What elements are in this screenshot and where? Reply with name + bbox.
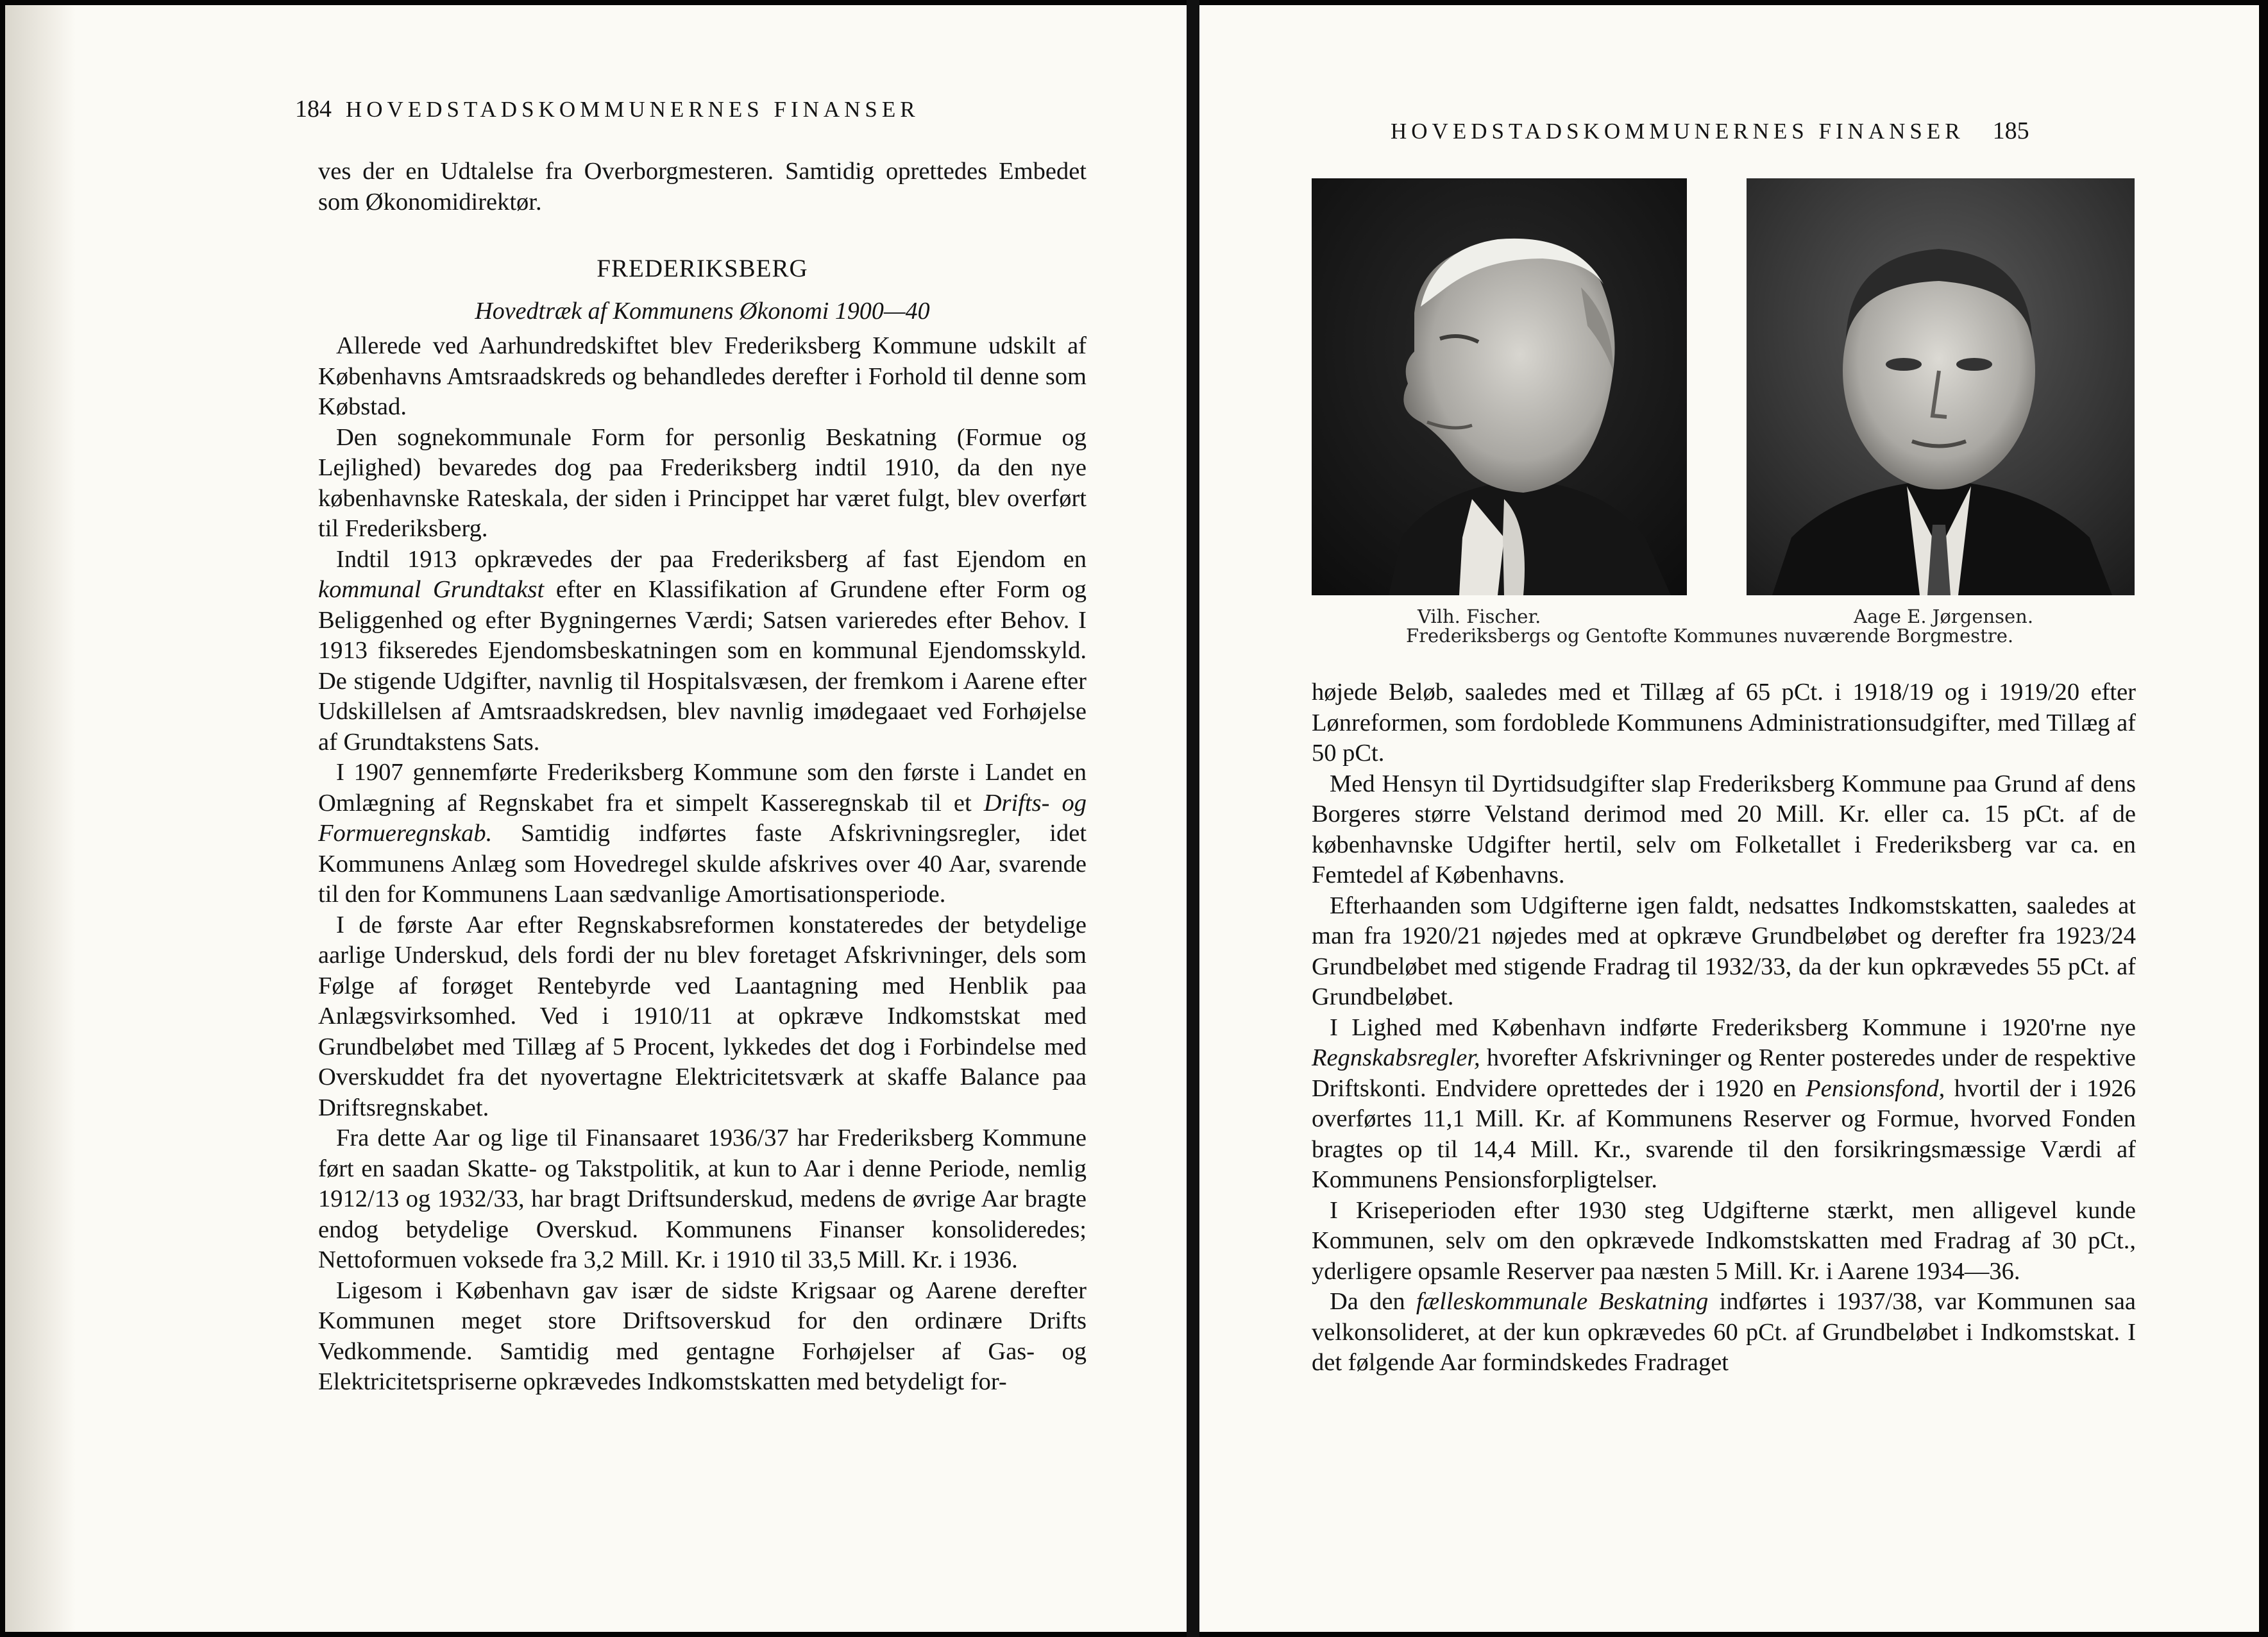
emphasis: Pensionsfond, [1806,1074,1945,1102]
book-gutter [1187,0,1199,1637]
left-page [5,5,1187,1632]
text-run: I Lighed med København indførte Frederiksberg Kommune i 1920'rne nye [1330,1014,2136,1041]
portrait-photo-left [1312,178,1687,595]
emphasis: fælleskommunale Beskatning [1416,1288,1709,1315]
emphasis: Drifts- og Formueregnskab. [318,789,1087,847]
text-run: efter en Klassifikation af Grundene efter Form og Beliggenhed og efter Bygningernes Værdi; Satsen varieredes efter Behov. I 1913 fikseredes Ejendomsbeskatningen som en kommunal Ejendomsskyld. De stigende Udgifter, navnlig til Hospitalsvæsen, der fremkom i Aarene efter Udskillelsen af Amtsraadskredsen, blev navnlig imødegaaet ved Forhøjelse af Grundtakstens Sats. [318,576,1087,756]
body-text-left [318,331,1087,1398]
paragraph [318,545,1087,758]
paragraph: Fra dette Aar og lige til Finansaaret 1936/37 har Frederiksberg Kommune ført en saadan Skatte- og Takstpolitik, at kun to Aar i denne Periode, nemlig 1912/13 og 1932/33, har bragt Driftsunderskud, medens de øvrige Aar bragte endog betydelige Overskud. Kommunens Finanser konsolideredes; Nettoformuen voksede fra 3,2 Mill. Kr. i 1910 til 33,5 Mill. Kr. i 1936. [318,1124,1087,1273]
emphasis: Regnskabsregler, [1312,1044,1480,1071]
paragraph: ves der en Udtalelse fra Overborgmesteren. Samtidig oprettedes Embedet som Økonomidirektør. [318,158,1087,216]
text-run: hvortil der i 1926 overførtes 11,1 Mill. Kr. af Kommunens Reserver og Formue, hvorved Fonden bragtes op til 14,4 Mill. Kr., svarende til den forsikringsmæssige Værdi af Kommunens Pensionsforpligtelser. [1312,1074,2136,1193]
page-number: 185 [1992,117,2029,144]
page-edge-shading [5,5,76,1632]
emphasis: kommunal Grundtakst [318,576,545,603]
portrait-image-left [1312,178,1687,595]
section-subtitle: Hovedtræk af Kommunens Økonomi 1900—40 [475,298,930,325]
text-run: Indtil 1913 opkrævedes der paa Frederiksberg af fast Ejendom en [336,545,1087,573]
portrait-photo-right [1747,178,2135,595]
text-run: Samtidig indførtes faste Afskrivningsregler, idet Kommunens Anlæg som Hovedregel skulde afskrives over 40 Aar, svarende til den for Kommunens Laan sædvanlige Amortisationsperiode. [318,820,1087,908]
photo-caption-name-left: Vilh. Fischer. [1418,606,1541,627]
paragraph: Den sognekommunale Form for personlig Beskatning (Formue og Lejlighed) bevaredes dog paa Frederiksberg indtil 1910, da den nye københavnske Rateskala, der siden i Princippet har været fulgt, blev overført til Frederiksberg. [318,423,1087,542]
text-run: hvorefter Afskrivninger og Renter posteredes under de respektive Driftskonti. Endvidere oprettedes der i 1920 en [1312,1044,2136,1102]
paragraph: Med Hensyn til Dyrtidsudgifter slap Frederiksberg Kommune paa Grund af dens Borgeres større Velstand derimod med 20 Mill. Kr. eller ca. 15 pCt. af de københavnske Udgifter hertil, selv om Folketallet i Frederiksberg var ca. en Femtedel af Københavns. [1312,770,2136,888]
intro-text [318,157,1087,217]
portrait-image-right [1747,178,2135,595]
body-text-right [1312,677,2136,1378]
paragraph [1312,1287,2136,1378]
text-run: Da den [1330,1288,1405,1315]
paragraph: Efterhaanden som Udgifterne igen faldt, nedsattes Indkomstskatten, saaledes at man fra 1920/21 nøjedes med at opkræve Grundbeløbet og derefter fra 1923/24 Grundbeløbet med stigende Fradrag til 1932/33, da der kun opkrævedes 55 pCt. af Grundbeløbet. [1312,892,2136,1010]
paragraph: Ligesom i København gav især de sidste Krigsaar og Aarene derefter Kommunen meget store Driftsoverskud for den ordinære Drifts Vedkommende. Samtidig med gentagne Forhøjelser af Gas- og Elektricitetspriserne opkrævedes Indkomstskatten med betydeligt for- [318,1277,1087,1395]
text-run: I 1907 gennemførte Frederiksberg Kommune som den første i Landet en Omlægning af Regnskabet fra et simpelt Kasseregnskab til et [318,759,1087,817]
paragraph: Allerede ved Aarhundredskiftet blev Frederiksberg Kommune udskilt af Københavns Amtsraadskreds og behandledes derefter i Forhold til denne som Købstad. [318,332,1087,420]
paragraph: I Kriseperioden efter 1930 steg Udgifterne stærkt, men alligevel kunde Kommunen, selv om den opkrævede Indkomstskatten med Fradrag af 30 pCt., yderligere opsamle Reserver paa næsten 5 Mill. Kr. i Aarene 1934—36. [1312,1196,2136,1285]
running-head-left [295,95,920,123]
text-run: indførtes i 1937/38, var Kommunen saa velkonsolideret, at der kun opkrævedes 60 pCt. af Grundbeløbet i Indkomstskat. I det følgende Aar formindskedes Fradraget [1312,1288,2137,1376]
right-page [1199,5,2259,1632]
section-title: FREDERIKSBERG [597,255,808,282]
running-head-right [1391,117,2029,145]
paragraph [1312,1013,2136,1196]
running-head-text: HOVEDSTADSKOMMUNERNES FINANSER [1391,119,1965,144]
paragraph [318,758,1087,910]
paragraph: højede Beløb, saaledes med et Tillæg af 65 pCt. i 1918/19 og i 1919/20 efter Lønreformen, som fordoblede Kommunens Administrationsudgifter, med Tillæg af 50 pCt. [1312,679,2136,767]
photo-caption: Frederiksbergs og Gentofte Kommunes nuværende Borgmestre. [1406,625,2014,647]
photo-caption-name-right: Aage E. Jørgensen. [1854,606,2034,627]
page-number: 184 [295,96,332,123]
paragraph: I de første Aar efter Regnskabsreformen konstateredes der betydelige aarlige Underskud, dels fordi der nu blev foretaget Afskrivninger, dels som Følge af forøget Rentebyrde ved Laantagning med Henblik paa Anlægsvirksomhed. Ved i 1910/11 at opkræve Indkomstskat med Grundbeløbet med Tillæg af 5 Procent, lykkedes det dog i Forbindelse med Overskuddet fra det nyovertagne Elektricitetsværk at skaffe Balance paa Driftsregnskabet. [318,911,1087,1121]
running-head-text: HOVEDSTADSKOMMUNERNES FINANSER [346,97,920,122]
